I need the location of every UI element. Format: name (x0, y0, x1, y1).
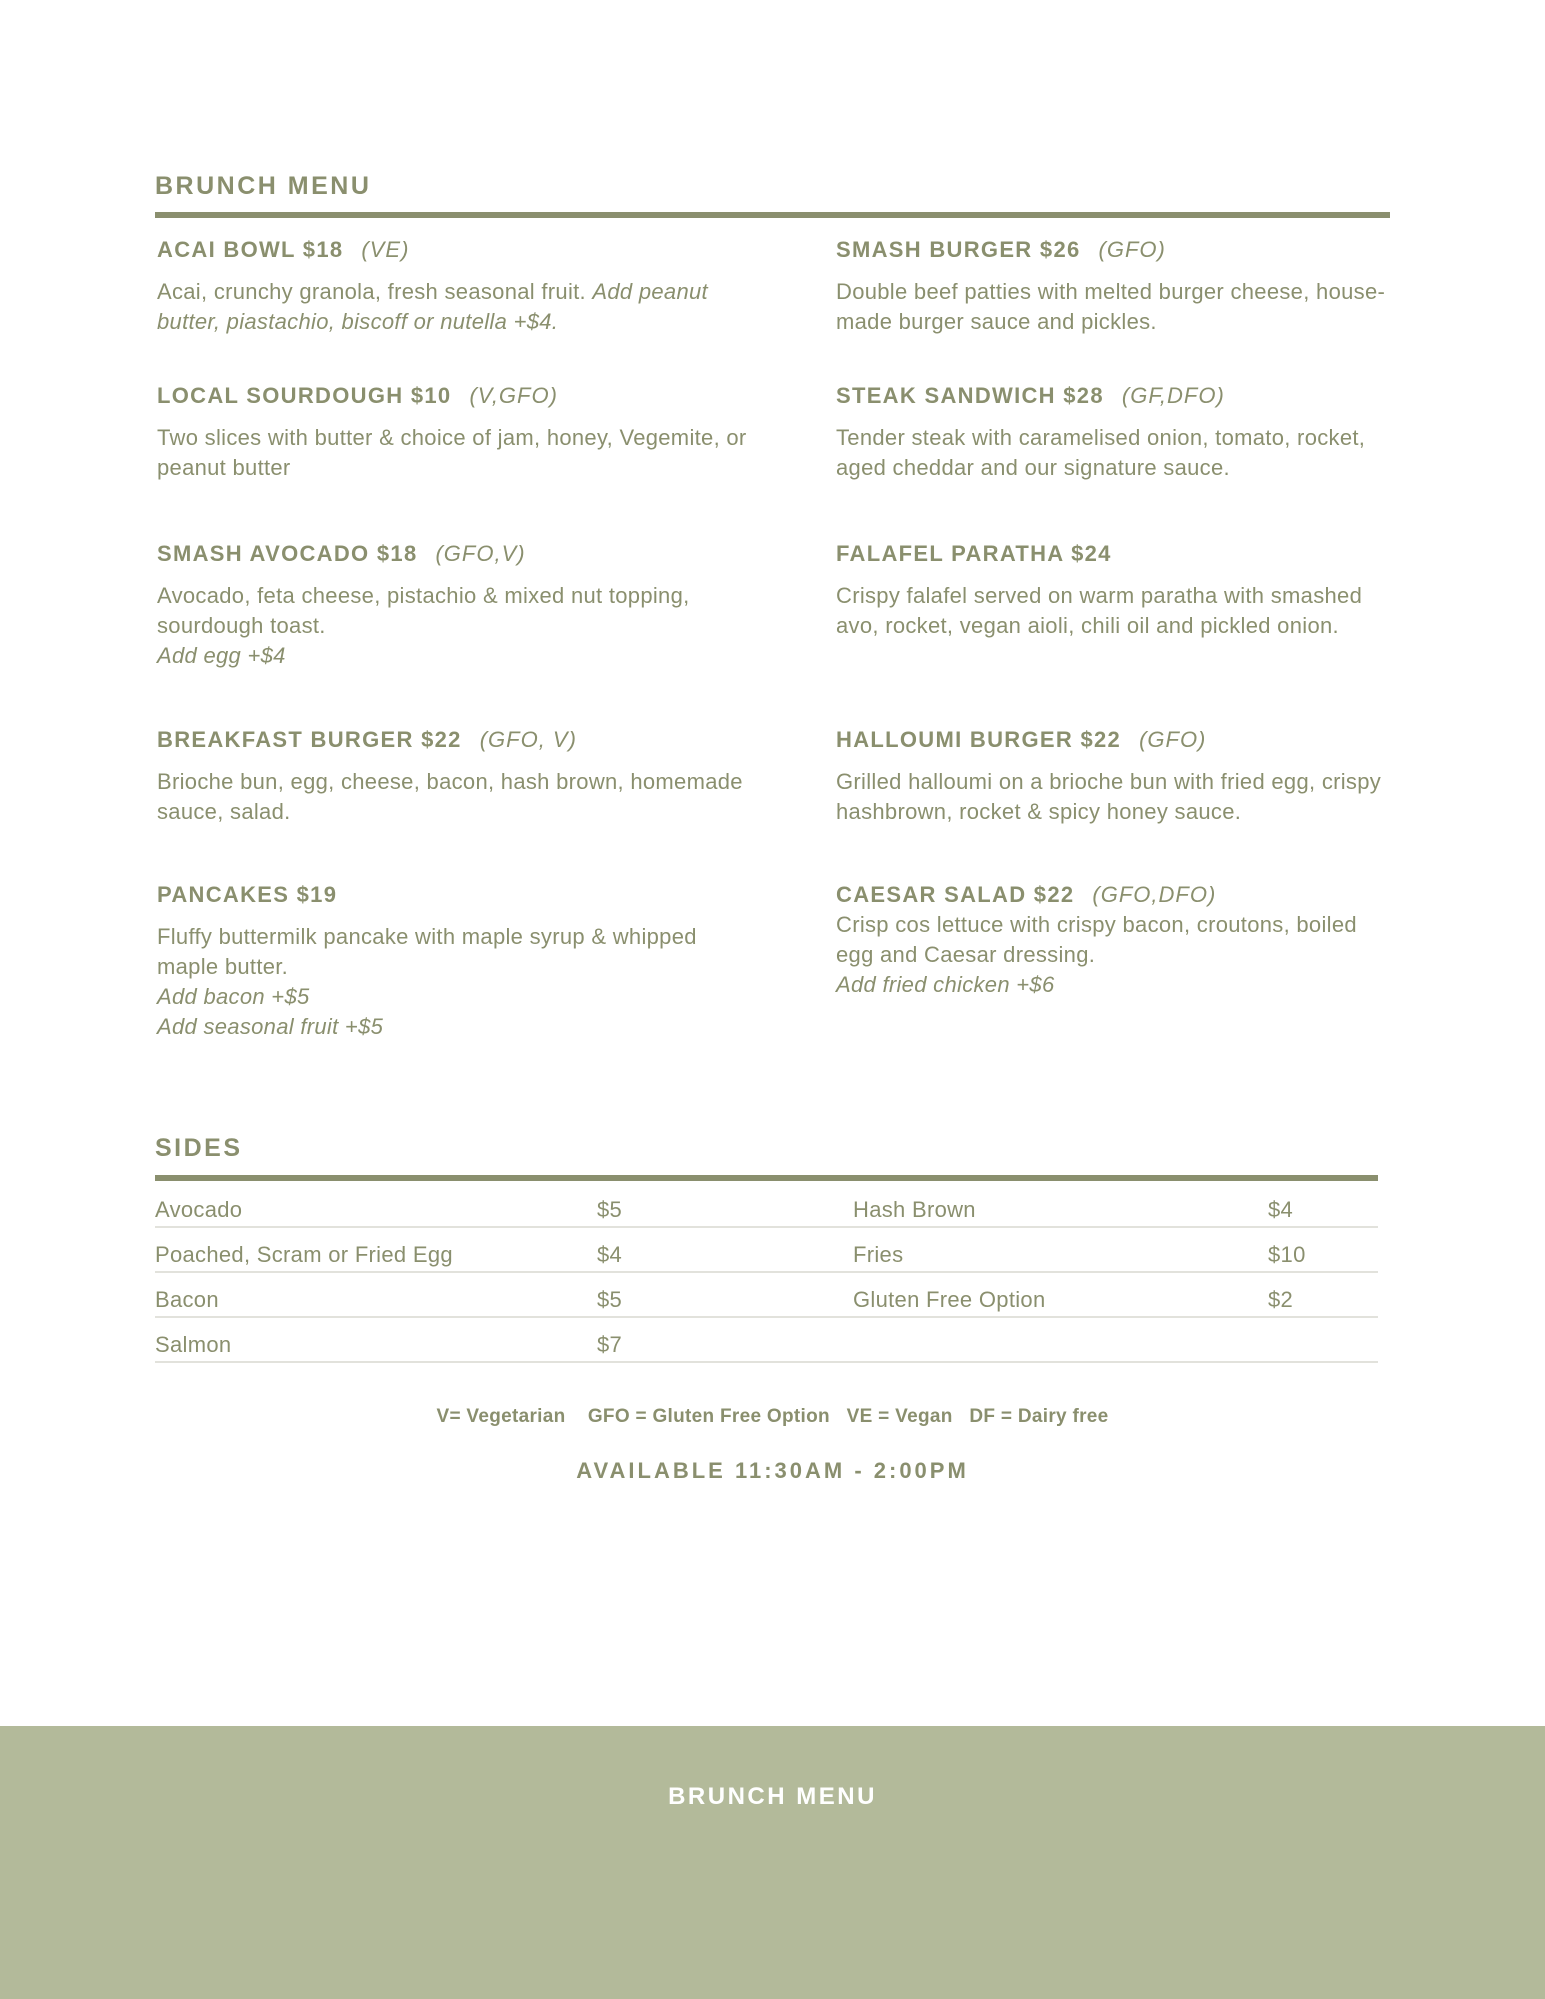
footer-band (0, 1726, 1545, 1999)
item-addon: Add bacon +$5 (157, 984, 310, 1009)
sides-table (155, 1183, 1378, 1363)
item-description-text: Brioche bun, egg, cheese, bacon, hash brown, homemade sauce, salad. (157, 769, 743, 824)
item-addon: Add egg +$4 (157, 643, 286, 668)
item-description-text: Two slices with butter & choice of jam, honey, Vegemite, or peanut butter (157, 425, 747, 480)
item-name: STEAK SANDWICH $28 (836, 383, 1104, 408)
menu-item-steak-sandwich (836, 383, 1396, 483)
item-addon: Add seasonal fruit +$5 (157, 1014, 384, 1039)
side-price: $10 (1268, 1242, 1306, 1267)
item-name: ACAI BOWL $18 (157, 237, 344, 262)
item-description-addon: Add peanut butter, piastachio, biscoff or nutella +$4. (157, 279, 708, 334)
item-heading (836, 727, 1396, 753)
menu-item-halloumi-burger (836, 727, 1396, 827)
item-description (157, 767, 757, 827)
sides-row (155, 1228, 1378, 1273)
item-description (157, 922, 757, 1042)
item-heading (836, 882, 1396, 908)
menu-item-smash-avocado (157, 541, 757, 671)
item-description (157, 423, 757, 483)
item-dietary-tags: (GFO) (1098, 237, 1166, 262)
item-dietary-tags: (GFO, V) (479, 727, 577, 752)
item-name: FALAFEL PARATHA $24 (836, 541, 1112, 566)
sides-row (155, 1183, 1378, 1228)
item-heading (836, 541, 1396, 567)
side-price: $5 (597, 1287, 623, 1312)
item-description-text: Acai, crunchy granola, fresh seasonal fruit. (157, 279, 586, 304)
menu-title-rule (155, 212, 1390, 218)
menu-item-pancakes (157, 882, 757, 1042)
menu-item-smash-burger (836, 237, 1396, 337)
item-name: PANCAKES $19 (157, 882, 338, 907)
item-description (157, 277, 757, 337)
item-dietary-tags: (GFO,DFO) (1092, 882, 1217, 907)
side-name: Bacon (155, 1287, 219, 1312)
item-description-text: Crisp cos lettuce with crispy bacon, croutons, boiled egg and Caesar dressing. (836, 912, 1357, 967)
side-price: $2 (1268, 1287, 1294, 1312)
item-dietary-tags: (GFO) (1139, 727, 1207, 752)
item-dietary-tags: (GFO,V) (435, 541, 526, 566)
side-price: $4 (597, 1242, 623, 1267)
availability-hours: AVAILABLE 11:30AM - 2:00PM (576, 1458, 969, 1483)
sides-title: SIDES (155, 1134, 243, 1162)
item-dietary-tags: (VE) (361, 237, 410, 262)
menu-item-acai-bowl (157, 237, 757, 337)
item-description (836, 423, 1396, 483)
item-dietary-tags: (V,GFO) (469, 383, 558, 408)
item-name: LOCAL SOURDOUGH $10 (157, 383, 452, 408)
item-name: CAESAR SALAD $22 (836, 882, 1075, 907)
item-heading (157, 541, 757, 567)
menu-item-breakfast-burger (157, 727, 757, 827)
item-description-text: Grilled halloumi on a brioche bun with fried egg, crispy hashbrown, rocket & spicy honey sauce. (836, 769, 1382, 824)
menu-item-falafel-paratha (836, 541, 1396, 641)
footer-title: BRUNCH MENU (668, 1783, 877, 1810)
item-description-text: Avocado, feta cheese, pistachio & mixed nut topping, sourdough toast. (157, 583, 690, 638)
side-name: Fries (853, 1242, 904, 1267)
side-price: $4 (1268, 1197, 1294, 1222)
item-addon: Add fried chicken +$6 (836, 972, 1055, 997)
sides-row (155, 1318, 1378, 1363)
menu-item-local-sourdough (157, 383, 757, 483)
item-dietary-tags: (GF,DFO) (1121, 383, 1225, 408)
item-description (836, 767, 1396, 827)
side-name: Salmon (155, 1332, 232, 1357)
item-heading (157, 237, 757, 263)
item-heading (157, 882, 757, 908)
item-description (836, 581, 1396, 641)
item-name: BREAKFAST BURGER $22 (157, 727, 462, 752)
item-description (836, 910, 1396, 1000)
item-heading (157, 383, 757, 409)
item-description-text: Fluffy buttermilk pancake with maple syrup & whipped maple butter. (157, 924, 697, 979)
side-price: $7 (597, 1332, 623, 1357)
sides-row (155, 1273, 1378, 1318)
menu-title: BRUNCH MENU (155, 172, 372, 200)
item-description-text: Tender steak with caramelised onion, tomato, rocket, aged cheddar and our signature sauce. (836, 425, 1366, 480)
item-heading (836, 383, 1396, 409)
item-description-text: Double beef patties with melted burger cheese, house-made burger sauce and pickles. (836, 279, 1386, 334)
side-name: Gluten Free Option (853, 1287, 1046, 1312)
item-name: SMASH AVOCADO $18 (157, 541, 418, 566)
sides-title-rule (155, 1175, 1378, 1181)
side-price: $5 (597, 1197, 623, 1222)
item-name: HALLOUMI BURGER $22 (836, 727, 1122, 752)
item-description (157, 581, 757, 671)
item-description-text: Crispy falafel served on warm paratha with smashed avo, rocket, vegan aioli, chili oil and pickled onion. (836, 583, 1363, 638)
dietary-legend: V= Vegetarian GFO = Gluten Free Option VE = Vegan DF = Dairy free (436, 1406, 1109, 1427)
side-name: Poached, Scram or Fried Egg (155, 1242, 453, 1267)
side-name: Hash Brown (853, 1197, 976, 1222)
item-heading (836, 237, 1396, 263)
item-heading (157, 727, 757, 753)
side-name: Avocado (155, 1197, 243, 1222)
menu-item-caesar-salad (836, 882, 1396, 1000)
item-description (836, 277, 1396, 337)
item-name: SMASH BURGER $26 (836, 237, 1081, 262)
